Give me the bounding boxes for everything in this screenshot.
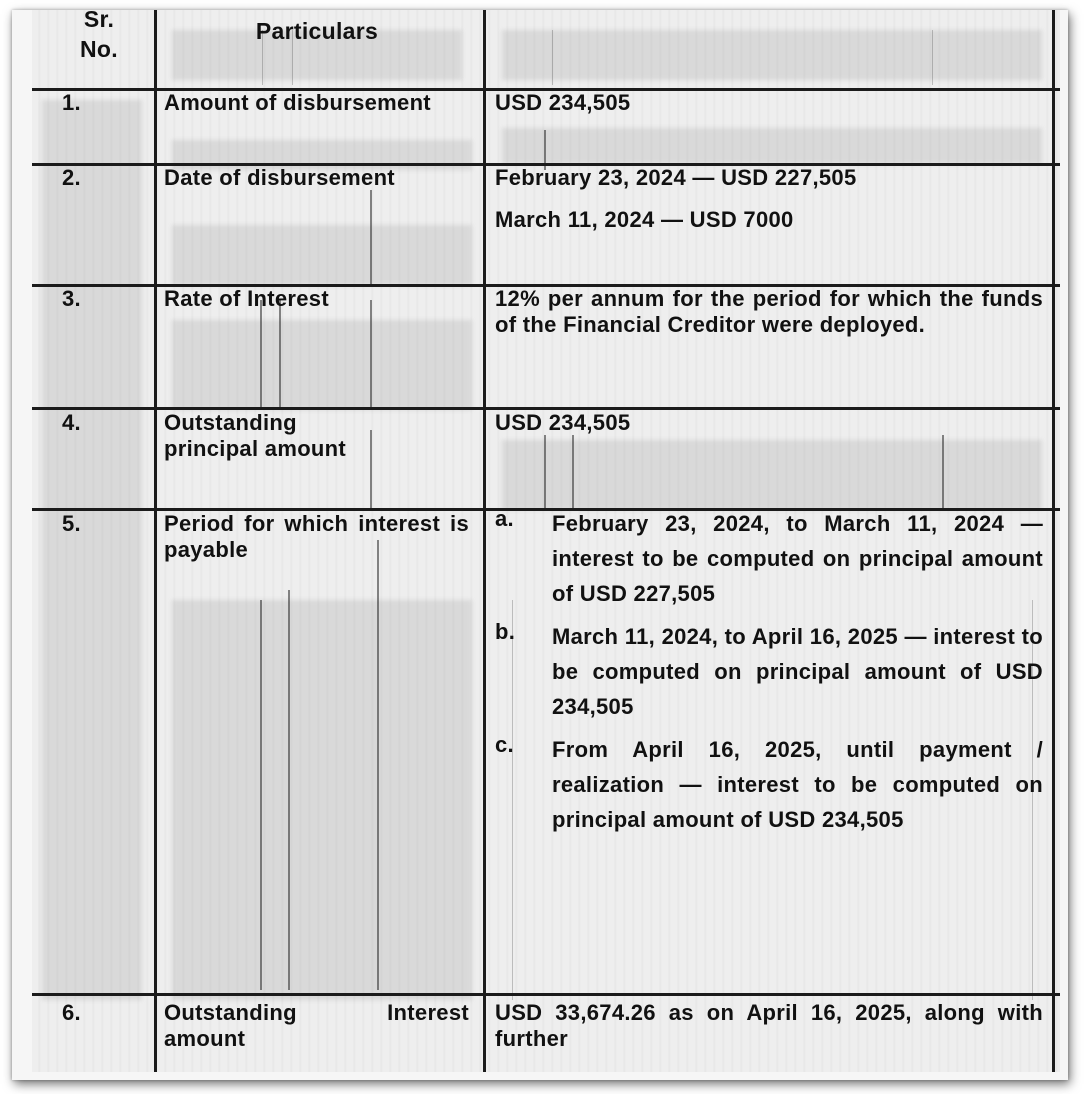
interest-period-item bbox=[495, 506, 1043, 611]
scan-smudge bbox=[502, 128, 1042, 164]
row-4-particular: Outstanding principal amount bbox=[164, 410, 347, 461]
scan-streak bbox=[279, 300, 281, 410]
scan-streak bbox=[377, 540, 379, 990]
row-2-value bbox=[495, 165, 1043, 233]
list-item-text: February 23, 2024, to March 11, 2024 — interest to be computed on principal amount of USD 227,505 bbox=[552, 511, 1043, 606]
scan-smudge bbox=[502, 30, 1042, 80]
scan-streak bbox=[260, 600, 262, 990]
row-1-value: USD 234,505 bbox=[495, 90, 631, 115]
scan-smudge bbox=[502, 440, 1042, 510]
column-divider bbox=[483, 10, 486, 1072]
scan-smudge bbox=[172, 225, 472, 285]
row-1-particular: Amount of disbursement bbox=[164, 90, 431, 115]
row-3-particular: Rate of Interest bbox=[164, 286, 329, 311]
list-marker: b. bbox=[495, 619, 516, 644]
row-4-value: USD 234,505 bbox=[495, 410, 631, 435]
scan-streak bbox=[942, 435, 944, 510]
scan-streak bbox=[370, 300, 372, 410]
list-marker: c. bbox=[495, 732, 514, 757]
scan-streak bbox=[288, 590, 290, 990]
scan-smudge bbox=[42, 100, 142, 1000]
scan-streak bbox=[370, 190, 372, 285]
scan-smudge bbox=[172, 320, 472, 410]
row-6-particular: Outstanding Interest amount bbox=[164, 1000, 469, 1051]
list-marker: a. bbox=[495, 506, 514, 531]
row-4-sr: 4. bbox=[62, 410, 81, 435]
row-5-sr: 5. bbox=[62, 511, 81, 536]
row-2-value-line: March 11, 2024 — USD 7000 bbox=[495, 207, 794, 232]
row-2-particular: Date of disbursement bbox=[164, 165, 395, 190]
header-particulars: Particulars bbox=[255, 18, 379, 44]
row-6-value: USD 33,674.26 as on April 16, 2025, along with further bbox=[495, 1000, 1043, 1051]
scan-streak bbox=[572, 435, 574, 510]
row-5-particular: Period for which interest is payable bbox=[164, 511, 469, 562]
scan-streak bbox=[552, 30, 553, 85]
column-divider bbox=[1052, 10, 1055, 1072]
row-6-sr: 6. bbox=[62, 1000, 81, 1025]
scanned-table-page bbox=[32, 10, 1060, 1072]
interest-period-item bbox=[495, 619, 1043, 724]
row-5-value-list bbox=[495, 506, 1043, 845]
list-item-text: From April 16, 2025, until payment / realization — interest to be computed on principal amount of USD 234,505 bbox=[552, 737, 1043, 832]
row-3-value: 12% per annum for the period for which the funds of the Financial Creditor were deployed. bbox=[495, 286, 1043, 337]
row-2-sr: 2. bbox=[62, 165, 81, 190]
header-sr-no: Sr. No. bbox=[80, 10, 118, 62]
scanned-document-frame bbox=[12, 10, 1068, 1080]
row-divider bbox=[32, 993, 1060, 996]
scan-smudge bbox=[172, 600, 472, 1000]
scan-streak bbox=[260, 300, 262, 410]
interest-period-item bbox=[495, 732, 1043, 837]
list-item-text: March 11, 2024, to April 16, 2025 — interest to be computed on principal amount of USD 234,505 bbox=[552, 624, 1043, 719]
scan-streak bbox=[932, 30, 933, 85]
row-2-value-line: February 23, 2024 — USD 227,505 bbox=[495, 165, 857, 190]
row-1-sr: 1. bbox=[62, 90, 81, 115]
column-divider bbox=[154, 10, 157, 1072]
scan-streak bbox=[544, 435, 546, 510]
row-3-sr: 3. bbox=[62, 286, 81, 311]
